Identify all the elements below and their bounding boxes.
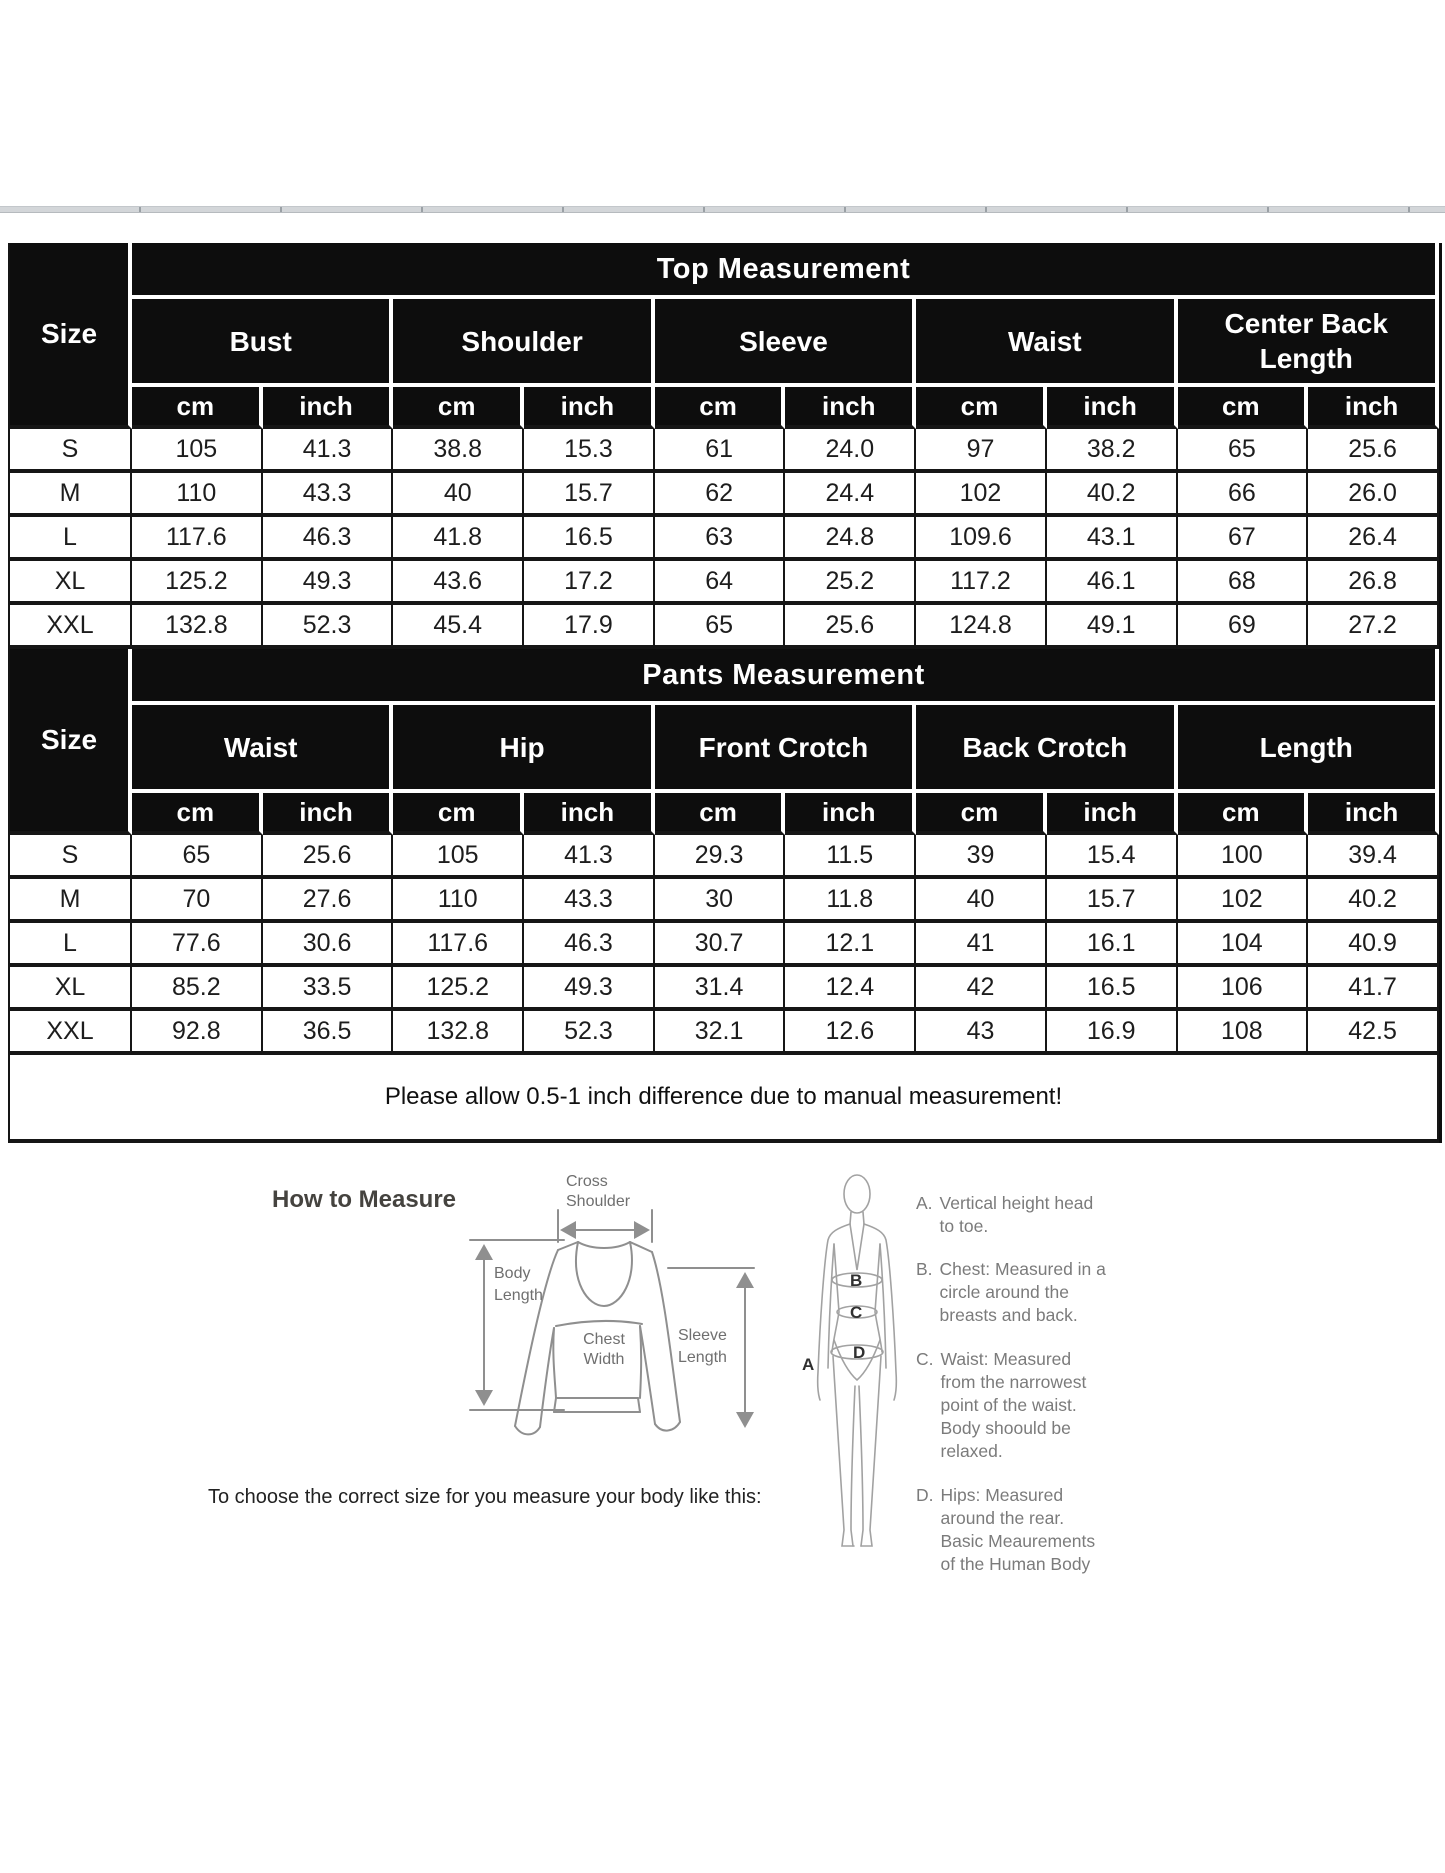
table-row xyxy=(10,605,1439,649)
legend-key: C. xyxy=(916,1349,934,1369)
value-cell: 41.8 xyxy=(393,517,524,561)
value-cell: 43.6 xyxy=(393,561,524,605)
value-cell: 16.5 xyxy=(1047,967,1178,1011)
value-cell: 110 xyxy=(393,879,524,923)
top-group-bust: Bust xyxy=(132,299,393,387)
size-cell: S xyxy=(10,429,132,473)
pants-size-header: Size xyxy=(10,649,132,835)
value-cell: 36.5 xyxy=(263,1011,394,1055)
unit-inch: inch xyxy=(1047,793,1178,835)
body-point-c: C xyxy=(850,1303,863,1322)
pants-group-waist: Waist xyxy=(132,705,393,793)
value-cell: 27.6 xyxy=(263,879,394,923)
table-row xyxy=(10,561,1439,605)
unit-cm: cm xyxy=(655,387,786,429)
value-cell: 31.4 xyxy=(655,967,786,1011)
value-cell: 38.8 xyxy=(393,429,524,473)
unit-inch: inch xyxy=(524,793,655,835)
value-cell: 125.2 xyxy=(393,967,524,1011)
value-cell: 26.0 xyxy=(1308,473,1439,517)
value-cell: 65 xyxy=(132,835,263,879)
value-cell: 69 xyxy=(1178,605,1309,649)
unit-cm: cm xyxy=(1178,387,1309,429)
value-cell: 46.3 xyxy=(263,517,394,561)
legend-line: relaxed. xyxy=(940,1441,1003,1461)
size-cell: M xyxy=(10,473,132,517)
value-cell: 39 xyxy=(916,835,1047,879)
size-cell: L xyxy=(10,517,132,561)
value-cell: 117.6 xyxy=(132,517,263,561)
how-to-measure-title: How to Measure xyxy=(272,1186,457,1213)
value-cell: 105 xyxy=(393,835,524,879)
value-cell: 42.5 xyxy=(1308,1011,1439,1055)
value-cell: 32.1 xyxy=(655,1011,786,1055)
unit-cm: cm xyxy=(132,793,263,835)
size-cell: XL xyxy=(10,561,132,605)
value-cell: 52.3 xyxy=(524,1011,655,1055)
unit-inch: inch xyxy=(1308,387,1439,429)
table-row xyxy=(10,967,1439,1011)
value-cell: 17.2 xyxy=(524,561,655,605)
unit-inch: inch xyxy=(785,387,916,429)
legend-item-c xyxy=(916,1348,1216,1463)
value-cell: 109.6 xyxy=(916,517,1047,561)
table-row xyxy=(10,473,1439,517)
value-cell: 49.3 xyxy=(263,561,394,605)
unit-cm: cm xyxy=(393,387,524,429)
value-cell: 46.3 xyxy=(524,923,655,967)
table-row xyxy=(10,517,1439,561)
value-cell: 77.6 xyxy=(132,923,263,967)
value-cell: 65 xyxy=(655,605,786,649)
chest-width-label: Width xyxy=(583,1351,625,1368)
legend-line: to toe. xyxy=(939,1216,989,1236)
legend-line: circle around the xyxy=(939,1282,1069,1302)
sizing-instruction: To choose the correct size for you measure your body like this: xyxy=(208,1486,762,1508)
value-cell: 102 xyxy=(1178,879,1309,923)
value-cell: 105 xyxy=(132,429,263,473)
value-cell: 97 xyxy=(916,429,1047,473)
value-cell: 24.8 xyxy=(785,517,916,561)
body-point-d: D xyxy=(853,1343,866,1362)
pants-group-back-crotch: Back Crotch xyxy=(916,705,1177,793)
table-row xyxy=(10,429,1439,473)
value-cell: 12.4 xyxy=(785,967,916,1011)
legend-line: Chest: Measured in a xyxy=(939,1259,1106,1279)
top-group-waist: Waist xyxy=(916,299,1177,387)
value-cell: 16.1 xyxy=(1047,923,1178,967)
size-cell: XXL xyxy=(10,1011,132,1055)
body-figure-diagram xyxy=(798,1172,913,1564)
value-cell: 27.2 xyxy=(1308,605,1439,649)
chest-width-label: Chest xyxy=(583,1331,625,1348)
value-cell: 25.2 xyxy=(785,561,916,605)
pants-group-length: Length xyxy=(1178,705,1440,793)
value-cell: 41.7 xyxy=(1308,967,1439,1011)
value-cell: 125.2 xyxy=(132,561,263,605)
top-group-shoulder: Shoulder xyxy=(393,299,654,387)
sleeve-length-label: Length xyxy=(678,1349,727,1366)
legend-line: of the Human Body xyxy=(940,1554,1091,1574)
value-cell: 25.6 xyxy=(263,835,394,879)
value-cell: 15.7 xyxy=(524,473,655,517)
value-cell: 25.6 xyxy=(785,605,916,649)
unit-inch: inch xyxy=(524,387,655,429)
value-cell: 104 xyxy=(1178,923,1309,967)
table-row xyxy=(10,1011,1439,1055)
value-cell: 24.0 xyxy=(785,429,916,473)
value-cell: 40 xyxy=(393,473,524,517)
garment-diagram xyxy=(452,1160,762,1460)
legend-item-b xyxy=(916,1258,1216,1327)
value-cell: 26.8 xyxy=(1308,561,1439,605)
unit-inch: inch xyxy=(1308,793,1439,835)
legend-key: B. xyxy=(916,1259,933,1279)
legend-item-d xyxy=(916,1484,1216,1576)
value-cell: 33.5 xyxy=(263,967,394,1011)
size-cell: XXL xyxy=(10,605,132,649)
sleeve-length-label: Sleeve xyxy=(678,1327,727,1344)
value-cell: 15.4 xyxy=(1047,835,1178,879)
value-cell: 92.8 xyxy=(132,1011,263,1055)
value-cell: 43.3 xyxy=(524,879,655,923)
value-cell: 30 xyxy=(655,879,786,923)
value-cell: 61 xyxy=(655,429,786,473)
value-cell: 41.3 xyxy=(524,835,655,879)
value-cell: 70 xyxy=(132,879,263,923)
legend-key: D. xyxy=(916,1485,934,1505)
value-cell: 29.3 xyxy=(655,835,786,879)
value-cell: 15.3 xyxy=(524,429,655,473)
value-cell: 17.9 xyxy=(524,605,655,649)
value-cell: 64 xyxy=(655,561,786,605)
value-cell: 43.3 xyxy=(263,473,394,517)
legend-line: breasts and back. xyxy=(939,1305,1078,1325)
value-cell: 16.5 xyxy=(524,517,655,561)
value-cell: 132.8 xyxy=(132,605,263,649)
body-point-b: B xyxy=(850,1271,863,1290)
value-cell: 42 xyxy=(916,967,1047,1011)
value-cell: 41.3 xyxy=(263,429,394,473)
value-cell: 52.3 xyxy=(263,605,394,649)
size-cell: L xyxy=(10,923,132,967)
unit-cm: cm xyxy=(393,793,524,835)
value-cell: 68 xyxy=(1178,561,1309,605)
pants-group-front-crotch: Front Crotch xyxy=(655,705,916,793)
top-divider-strip xyxy=(0,206,1445,213)
value-cell: 12.1 xyxy=(785,923,916,967)
body-length-label: Body xyxy=(494,1265,531,1282)
table-row xyxy=(10,923,1439,967)
cross-shoulder-label: Shoulder xyxy=(566,1193,631,1210)
legend-line: from the narrowest xyxy=(940,1372,1087,1392)
value-cell: 25.6 xyxy=(1308,429,1439,473)
value-cell: 66 xyxy=(1178,473,1309,517)
legend-key: A. xyxy=(916,1193,933,1213)
legend-line: Vertical height head xyxy=(939,1193,1094,1213)
table-row xyxy=(10,835,1439,879)
legend-line: around the rear. xyxy=(940,1508,1065,1528)
cross-shoulder-label: Cross xyxy=(566,1173,608,1190)
value-cell: 40 xyxy=(916,879,1047,923)
unit-cm: cm xyxy=(916,793,1047,835)
value-cell: 43.1 xyxy=(1047,517,1178,561)
legend-line: Waist: Measured xyxy=(940,1349,1072,1369)
unit-inch: inch xyxy=(263,793,394,835)
size-chart-table xyxy=(8,243,1442,1143)
value-cell: 43 xyxy=(916,1011,1047,1055)
value-cell: 39.4 xyxy=(1308,835,1439,879)
unit-cm: cm xyxy=(1178,793,1309,835)
unit-inch: inch xyxy=(1047,387,1178,429)
pants-group-hip: Hip xyxy=(393,705,654,793)
table-row xyxy=(10,879,1439,923)
top-group-center-back-length: Center Back Length xyxy=(1178,299,1440,387)
value-cell: 40.9 xyxy=(1308,923,1439,967)
value-cell: 30.6 xyxy=(263,923,394,967)
value-cell: 40.2 xyxy=(1308,879,1439,923)
value-cell: 45.4 xyxy=(393,605,524,649)
legend-line: Hips: Measured xyxy=(940,1485,1064,1505)
unit-inch: inch xyxy=(785,793,916,835)
top-size-header: Size xyxy=(10,243,132,429)
legend-line: Body shoould be xyxy=(940,1418,1071,1438)
value-cell: 49.3 xyxy=(524,967,655,1011)
measurement-note: Please allow 0.5-1 inch difference due to manual measurement! xyxy=(10,1055,1439,1143)
value-cell: 24.4 xyxy=(785,473,916,517)
value-cell: 40.2 xyxy=(1047,473,1178,517)
value-cell: 41 xyxy=(916,923,1047,967)
value-cell: 63 xyxy=(655,517,786,561)
value-cell: 106 xyxy=(1178,967,1309,1011)
value-cell: 15.7 xyxy=(1047,879,1178,923)
value-cell: 46.1 xyxy=(1047,561,1178,605)
legend-line: Basic Meaurements xyxy=(940,1531,1096,1551)
value-cell: 132.8 xyxy=(393,1011,524,1055)
top-table-title: Top Measurement xyxy=(132,243,1439,299)
value-cell: 26.4 xyxy=(1308,517,1439,561)
unit-cm: cm xyxy=(916,387,1047,429)
unit-cm: cm xyxy=(655,793,786,835)
value-cell: 110 xyxy=(132,473,263,517)
value-cell: 108 xyxy=(1178,1011,1309,1055)
value-cell: 100 xyxy=(1178,835,1309,879)
value-cell: 12.6 xyxy=(785,1011,916,1055)
legend-item-a xyxy=(916,1192,1216,1238)
value-cell: 11.8 xyxy=(785,879,916,923)
value-cell: 16.9 xyxy=(1047,1011,1178,1055)
value-cell: 62 xyxy=(655,473,786,517)
body-length-label: Length xyxy=(494,1287,543,1304)
unit-inch: inch xyxy=(263,387,394,429)
value-cell: 117.6 xyxy=(393,923,524,967)
value-cell: 11.5 xyxy=(785,835,916,879)
unit-cm: cm xyxy=(132,387,263,429)
value-cell: 85.2 xyxy=(132,967,263,1011)
body-point-a: A xyxy=(802,1355,815,1374)
value-cell: 124.8 xyxy=(916,605,1047,649)
size-cell: XL xyxy=(10,967,132,1011)
value-cell: 117.2 xyxy=(916,561,1047,605)
pants-table-title: Pants Measurement xyxy=(132,649,1439,705)
value-cell: 49.1 xyxy=(1047,605,1178,649)
value-cell: 65 xyxy=(1178,429,1309,473)
value-cell: 67 xyxy=(1178,517,1309,561)
size-cell: S xyxy=(10,835,132,879)
size-cell: M xyxy=(10,879,132,923)
value-cell: 30.7 xyxy=(655,923,786,967)
top-group-sleeve: Sleeve xyxy=(655,299,916,387)
value-cell: 38.2 xyxy=(1047,429,1178,473)
legend-line: point of the waist. xyxy=(940,1395,1077,1415)
value-cell: 102 xyxy=(916,473,1047,517)
